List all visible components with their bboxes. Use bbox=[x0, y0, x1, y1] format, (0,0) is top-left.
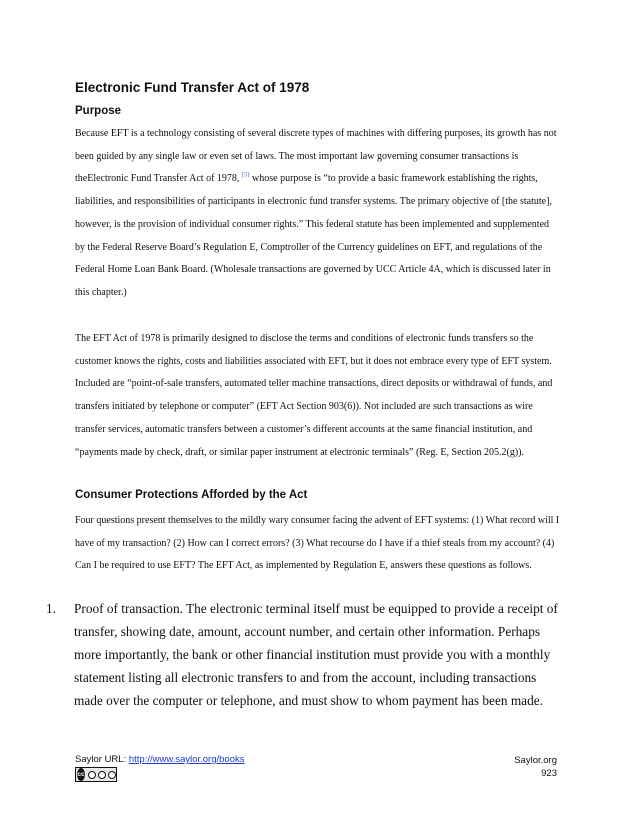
sharealike-icon bbox=[108, 771, 116, 779]
footer-url-label: Saylor URL: bbox=[75, 754, 129, 765]
protections-text: Four questions present themselves to the mildly wary consumer facing the advent of EFT systems: (1) What record will I have of my transaction? (2) How can I correct errors? (3) What recourse do I have if a thief steals from my account? (4) Can I be required to use EFT? The EFT Act, as implemented by Regulation E, answers these questions as follows. bbox=[75, 515, 560, 572]
attribution-icon bbox=[88, 771, 96, 779]
footer-right bbox=[514, 754, 557, 780]
subheading-protections: Consumer Protections Afforded by the Act bbox=[75, 489, 308, 501]
protections-paragraph bbox=[75, 510, 560, 578]
purpose-paragraph-1 bbox=[75, 123, 560, 305]
saylor-books-link[interactable]: http://www.saylor.org/books bbox=[128, 754, 245, 765]
purpose-text-2: The EFT Act of 1978 is primarily designed to disclose the terms and conditions of electronic funds transfers so the customer knows the rights, costs and liabilities associated with EFT, but it does not embrace every type of EFT system. Included are “point-of-sale transfers, automated teller machine transactions, direct deposits or withdrawal of funds, and transfers initiated by telephone or computer” (EFT Act Section 903(6)). Not included are such transactions as wire transfer services, automatic transfers between a customer’s different accounts at the same financial institution, and “payments made by check, draft, or similar paper instrument at electronic terminals” (Reg. E, Section 205.2(g)). bbox=[75, 333, 553, 458]
noncommercial-icon bbox=[98, 771, 106, 779]
footer-site: Saylor.org bbox=[514, 755, 557, 766]
section-heading: Electronic Fund Transfer Act of 1978 bbox=[75, 80, 310, 95]
creative-commons-badge-icon bbox=[75, 767, 117, 782]
footnote-ref-link[interactable]: [5] bbox=[241, 172, 250, 180]
page-number: 923 bbox=[541, 768, 557, 779]
subheading-purpose: Purpose bbox=[75, 105, 122, 117]
purpose-text-a: Because EFT is a technology consisting of several discrete types of machines with differing purposes, its growth has not been guided by any single law or even set of laws. The most important law governing consumer transactions is theElectronic Fund Transfer Act of 1978, bbox=[75, 128, 557, 185]
list-item-number: 1. bbox=[46, 601, 56, 616]
purpose-paragraph-2 bbox=[75, 328, 560, 464]
list-item: Proof of transaction. The electronic terminal itself must be equipped to provide a receipt of transfer, showing date, amount, account number, and certain other information. Perhaps more importantly, the bank or other financial institution must provide you with a monthly statement listing all electronic transfers to and from the account, including transactions made over the computer or telephone, and must show to whom payment has been made. bbox=[74, 601, 558, 708]
footer-url bbox=[75, 754, 245, 765]
cc-logo-icon: cc bbox=[77, 768, 85, 781]
purpose-text-b: whose purpose is “to provide a basic framework establishing the rights, liabilities, and responsibilities of participants in electronic fund transfer systems. The primary objective of [the statute], however, is the provision of individual consumer rights.” This federal statute has been implemented and supplemented by the Federal Reserve Board’s Regulation E, Comptroller of the Currency guidelines on EFT, and regulations of the Federal Home Loan Bank Board. (Wholesale transactions are governed by UCC Article 4A, which is discussed later in this chapter.) bbox=[75, 173, 552, 298]
